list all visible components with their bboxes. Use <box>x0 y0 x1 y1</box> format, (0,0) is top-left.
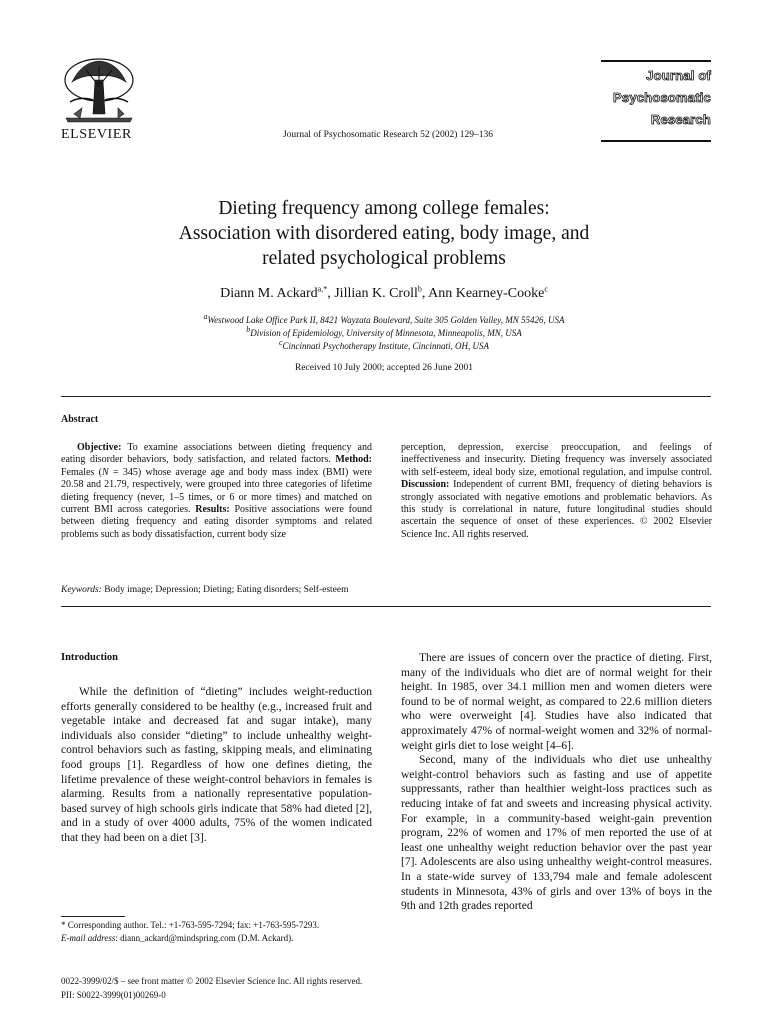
paragraph: While the definition of “dieting” includes weight-reduction efforts generally considered to be healthy (e.g., increased fruit and vegetable intake and decreased fat and sugar intake), many individuals also consider “dieting” to include unhealthy weight-control behaviors such as fasting, skipping meals, and eliminating food groups [1]. Regardless of how one defines dieting, the lifetime prevalence of these weight-control behaviors in females is alarming. Results from a nationally representative population-based survey of high schools girls indicate that 58% had dieted [2], and in a study of over 4000 adults, 75% of the women indicated that they had been on a diet [3]. <box>61 686 372 844</box>
divider <box>61 396 711 397</box>
method-text-2: = 345) whose average age and body mass index (BMI) were 20.58 and 21.79, respectively, were grouped into three categories of lifetime dieting frequency (never, 1–5 times, or 6 or more times) and matched on current BMI across categories. <box>61 466 372 516</box>
journal-reference: Journal of Psychosomatic Research 52 (2002) 129–136 <box>282 130 494 140</box>
title-line-1: Dieting frequency among college females: <box>218 198 550 219</box>
author-name: Diann M. Ackard <box>220 286 318 301</box>
abstract-heading: Abstract <box>61 414 99 425</box>
method-label: Method: <box>335 454 372 466</box>
affiliation-text: Division of Epidemiology, University of Minnesota, Minneapolis, MN, USA <box>250 328 522 338</box>
author-name: Jillian K. Croll <box>334 286 418 301</box>
method-text-1: Females ( <box>61 466 102 478</box>
keywords-text: Body image; Depression; Dieting; Eating disorders; Self-esteem <box>101 585 349 595</box>
email-text: : diann_ackard@mindspring.com (D.M. Ackard). <box>115 932 294 943</box>
author-name: Ann Kearney-Cooke <box>428 286 545 301</box>
footnote <box>61 919 372 944</box>
author-sup: c <box>544 284 548 294</box>
abstract-left-column <box>61 442 372 541</box>
bottom-metadata <box>61 975 362 1002</box>
abstract-right-column <box>401 442 712 541</box>
abstract-right-text: perception, depression, exercise preoccupation, and feelings of ineffectiveness and insecurity. Dieting frequency was inversely associated with self-esteem, ideal body size, emotional regulation, and impulse control. <box>401 442 712 478</box>
footnote-rule <box>61 916 125 917</box>
discussion-text: Independent of current BMI, frequency of dieting behaviors is strongly associated with negative emotions and problematic behaviors. As this study is correlational in nature, future longitudinal studies should ascertain the sequence of onset of these experiences. © 2002 Elsevier Science Inc. All rights reserved. <box>401 479 712 540</box>
body-left-column <box>61 685 372 846</box>
affiliation-sup: a <box>203 312 208 321</box>
discussion-label: Discussion: <box>401 479 450 491</box>
email-label: E-mail address <box>61 932 116 943</box>
method-n-label: N <box>101 466 109 478</box>
pii-line: PII: S0022-3999(01)00269-0 <box>61 989 166 1000</box>
journal-logo <box>601 60 711 142</box>
received-dates: Received 10 July 2000; accepted 26 June 2001 <box>294 363 474 373</box>
journal-logo-line-1: Journal of <box>646 68 711 83</box>
author-list <box>60 286 708 302</box>
author-sep: , <box>421 286 429 301</box>
publisher-name: ELSEVIER <box>61 127 132 142</box>
affiliation-sup: b <box>246 325 251 334</box>
paragraph: Second, many of the individuals who diet use unhealthy weight-control behaviors such as fasting and use of appetite suppressants, rather than healthier weight-loss practices such as reducing intake of fat and sweets and increasing physical activity. For example, in a community-based weight-gain prevention program, 22% of women and 17% of men reported the use of at least one unhealthy weight reduction behavior over the past year [7]. Adolescents are also using unhealthy weight-control measures. In a state-wide survey of 133,794 male and female adolescent students in Minnesota, 43% of girls and over 13% of boys in the 9th and 12th grades reported <box>401 754 712 913</box>
paragraph: There are issues of concern over the practice of dieting. First, many of the individuals who diet are of normal weight for their height. In 1985, over 34.1 million men and women dieters were found to be of normal weight, as compared to 22.6 million dieters who were overweight [4]. Studies have also indicated that approximately 47% of normal-weight women and 32% of normal-weight girls diet to lose weight [4–6]. <box>401 652 712 752</box>
title-line-3: related psychological problems <box>262 248 506 269</box>
author-sup: b <box>417 284 422 294</box>
objective-text: To examine associations between dieting frequency and eating disorder behaviors, body satisfaction, and related factors. <box>61 442 372 466</box>
title-line-2: Association with disordered eating, body image, and <box>178 223 590 244</box>
journal-logo-line-3: Research <box>650 112 711 127</box>
copyright-line: 0022-3999/02/$ – see front matter © 2002 Elsevier Science Inc. All rights reserved. <box>61 976 363 986</box>
affiliation-text: Westwood Lake Office Park II, 8421 Wayzata Boulevard, Suite 305 Golden Valley, MN 55426, USA <box>207 315 565 325</box>
results-label: Results: <box>195 504 230 516</box>
keywords <box>61 585 349 595</box>
results-text: Positive associations were found between dieting frequency and eating disorder symptoms and related problems such as body dissatisfaction, current body size <box>61 504 372 540</box>
divider <box>61 606 711 607</box>
journal-logo-line-2: Psychosomatic <box>613 90 711 105</box>
body-right-column <box>401 651 712 914</box>
objective-label: Objective: <box>77 442 122 453</box>
affiliation <box>60 314 708 327</box>
keywords-label: Keywords: <box>61 585 102 595</box>
affiliation <box>60 340 708 353</box>
affiliation-sup: c <box>278 338 283 347</box>
affiliations <box>60 314 708 353</box>
author-sup: a,* <box>317 284 328 294</box>
section-heading: Introduction <box>61 652 118 663</box>
corresponding-author: * Corresponding author. Tel.: +1-763-595-7294; fax: +1-763-595-7293. <box>61 920 320 930</box>
elsevier-tree-logo <box>62 56 136 126</box>
affiliation <box>60 327 708 340</box>
affiliation-text: Cincinnati Psychotherapy Institute, Cincinnati, OH, USA <box>282 341 490 351</box>
article-title <box>60 196 708 271</box>
author-sep: , <box>327 286 335 301</box>
